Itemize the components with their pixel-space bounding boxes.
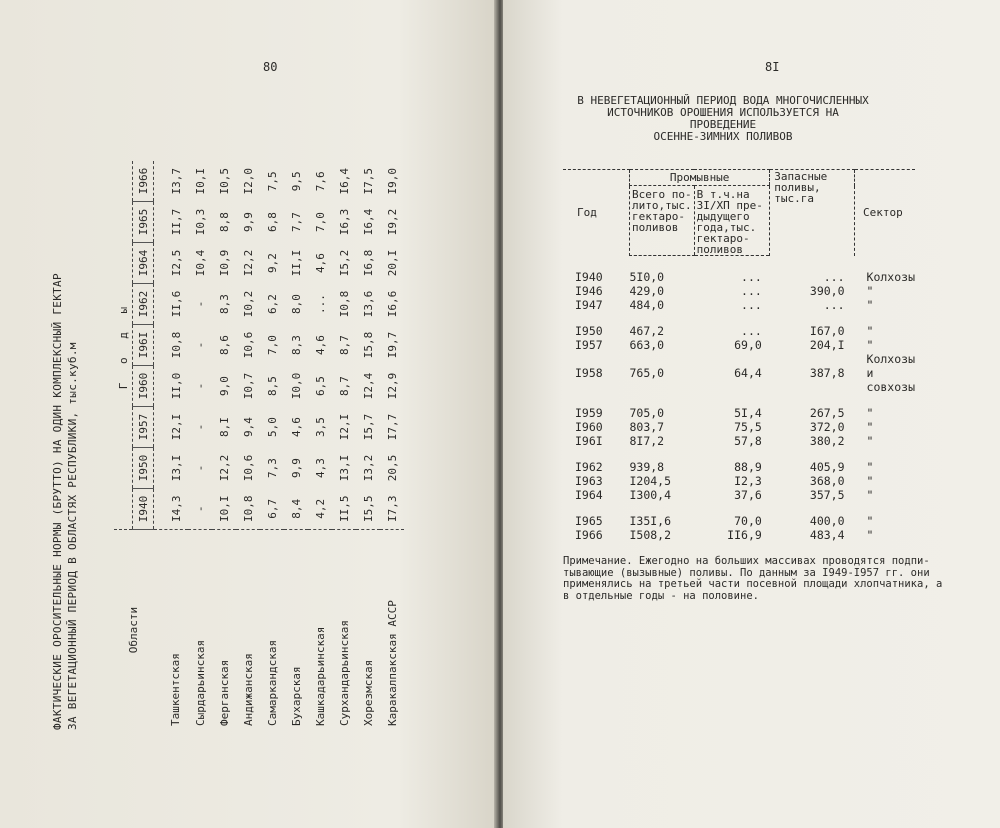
norm-value: 7,3	[265, 458, 279, 478]
norm-value: I7,5	[361, 168, 375, 195]
year-cell: I96I	[575, 434, 603, 448]
norm-value: -	[193, 464, 207, 472]
region-name: Ташкентская	[154, 530, 189, 731]
zapas-cell: 357,5	[809, 488, 845, 502]
table-row	[212, 161, 236, 730]
table-body	[563, 256, 915, 543]
total-cell: 467,2	[629, 324, 665, 338]
norm-value: I5,5	[361, 495, 375, 522]
table-row	[308, 161, 332, 730]
norm-value: II,6	[169, 290, 183, 318]
norm-value: 8,0	[289, 294, 303, 314]
total-cell: 663,0	[629, 338, 665, 352]
region-name: Сурхандарьинская	[332, 530, 356, 731]
year-cell: I960	[575, 420, 603, 434]
zapas-cell: 390,0	[809, 284, 845, 298]
zapas-cell: 387,8	[809, 366, 845, 380]
total-cell: I300,4	[629, 488, 672, 502]
norm-value: I0,I	[193, 168, 207, 195]
year-cell: I966	[575, 528, 603, 542]
norm-value: I0,I	[217, 495, 231, 522]
col-zapas-header: Запасные поливы, тыс.га	[770, 170, 855, 256]
table-row	[188, 161, 212, 730]
total-cell: 484,0	[629, 298, 665, 312]
norm-value: -	[193, 382, 207, 390]
norm-value: I0,7	[241, 372, 255, 400]
year-header: I962	[133, 284, 154, 325]
incl-cell: 5I,4	[734, 406, 762, 420]
norm-value: 7,5	[265, 171, 279, 192]
year-cell: I957	[575, 338, 603, 352]
norm-value: 20,I	[385, 249, 399, 277]
section-title-line-1: В НЕВЕГЕТАЦИОННЫЙ ПЕРИОД ВОДА МНОГОЧИСЛЕННЫХ	[577, 94, 869, 107]
sector-cell: "	[866, 488, 874, 502]
table-row	[332, 161, 356, 730]
incl-cell: II6,9	[727, 528, 762, 542]
total-cell: 803,7	[629, 420, 665, 434]
norm-value: II,0	[169, 372, 183, 400]
right-page	[503, 0, 1000, 828]
norm-value: 8,6	[217, 335, 231, 355]
norm-value: 9,0	[217, 376, 231, 396]
year-header: I960	[133, 366, 154, 407]
year-cell: I965	[575, 514, 603, 528]
table-row	[563, 284, 915, 298]
norm-value: 7,7	[289, 212, 303, 232]
incl-cell: 70,0	[734, 514, 762, 528]
norm-value: -	[193, 423, 207, 431]
norm-value: 4,6	[313, 253, 327, 273]
year-header: I940	[133, 489, 154, 530]
region-name: Хорезмская	[356, 530, 380, 731]
norm-value: 6,8	[265, 212, 279, 232]
norm-value: 5,0	[265, 417, 279, 437]
incl-cell: 69,0	[734, 338, 762, 352]
zapas-cell: 204,I	[809, 338, 845, 352]
norm-value: 3,5	[313, 417, 327, 437]
sector-cell: "	[866, 298, 874, 312]
sector-cell: Колхозы	[866, 269, 915, 284]
zapas-cell: 483,4	[809, 528, 845, 542]
zapas-cell: 267,5	[809, 406, 845, 420]
note-text: Ежегодно на больших массивах проводятся подпи-тывающие (вызывные) поливы. По данным за I949-I957 гг. они применялись на третьей части посевной площади хлопчатника, а в отдельные годы - на половине.	[563, 555, 943, 602]
norm-value: 7,0	[313, 212, 327, 232]
year-cell: I962	[575, 460, 603, 474]
norm-value: 8,5	[265, 376, 279, 396]
table-row	[563, 312, 915, 338]
norm-value: 8,3	[217, 294, 231, 314]
norm-value: I2,4	[361, 372, 375, 400]
norm-value: I3,I	[337, 454, 351, 482]
norm-value: I3,7	[169, 168, 183, 195]
table-row	[563, 474, 915, 488]
norm-value: -	[193, 505, 207, 513]
norm-value: I9,7	[385, 331, 399, 359]
norm-value: I2,2	[217, 454, 231, 482]
zapas-cell: 372,0	[809, 420, 845, 434]
table-row	[236, 161, 260, 730]
incl-cell: I2,3	[734, 474, 762, 488]
norm-value: I5,2	[337, 249, 351, 277]
norm-value: 4,6	[289, 417, 303, 437]
rotated-table-block	[50, 90, 450, 730]
irrigation-norms-table	[114, 161, 404, 730]
incl-cell: ...	[741, 270, 762, 284]
zapas-cell: 380,2	[809, 434, 845, 448]
norm-value: II,I	[289, 249, 303, 277]
sector-cell: "	[866, 324, 874, 338]
region-name: Сырдарьинская	[188, 530, 212, 731]
norm-value: I0,6	[241, 454, 255, 482]
norm-value: 4,3	[313, 458, 327, 478]
region-name: Самаркандская	[260, 530, 284, 731]
section-title-line-3: ОСЕННЕ-ЗИМНИХ ПОЛИВОВ	[653, 130, 793, 143]
norm-value: 8,7	[337, 376, 351, 396]
norm-value: I6,4	[361, 208, 375, 236]
norm-value: II,7	[169, 208, 183, 236]
year-header: I965	[133, 202, 154, 243]
sector-cell: "	[866, 528, 874, 542]
norm-value: I0,4	[193, 249, 207, 277]
zapas-cell: 405,9	[809, 460, 845, 474]
col-incl-header: В т.ч.на 3I/XП пре- дыдущего года,тыс. гектаро- поливов	[694, 186, 770, 256]
norm-value: I0,0	[289, 372, 303, 400]
sector-cell: "	[866, 406, 874, 420]
norm-value: I4,3	[169, 495, 183, 522]
norm-value: I3,I	[169, 454, 183, 482]
col-total-header: Всего по- лито,тыс. гектаро- поливов	[629, 186, 694, 256]
norm-value: 6,2	[265, 294, 279, 314]
norm-value: I2,5	[169, 249, 183, 277]
autumn-winter-irrigation-table	[563, 169, 915, 542]
right-page-content	[563, 95, 963, 602]
region-name: Каракалпакская АССР	[380, 530, 404, 731]
incl-cell: 57,8	[734, 434, 762, 448]
total-cell: 429,0	[629, 284, 665, 298]
table-row	[563, 502, 915, 528]
year-cell: I947	[575, 298, 603, 312]
norm-value: ...	[313, 294, 327, 314]
total-cell: 765,0	[629, 366, 665, 380]
total-cell: I35I,6	[629, 514, 672, 528]
total-cell: I508,2	[629, 528, 672, 542]
norm-value: 6,7	[265, 498, 279, 519]
note-label: Примечание.	[563, 555, 633, 567]
title-line-1: ФАКТИЧЕСКИЕ ОРОСИТЕЛЬНЫЕ НОРМЫ (БРУТТО) НА ОДИН КОМПЛЕКСНЫЙ ГЕКТАР	[51, 273, 64, 730]
total-cell: 705,0	[629, 406, 665, 420]
incl-cell: ...	[741, 324, 762, 338]
norm-value: I2,I	[169, 413, 183, 441]
table-row	[284, 161, 308, 730]
region-name: Бухарская	[284, 530, 308, 731]
year-header: I964	[133, 243, 154, 284]
title-line-2: ЗА ВЕГЕТАЦИОННЫЙ ПЕРИОД В ОБЛАСТЯХ РЕСПУБЛИКИ	[66, 418, 79, 730]
norm-value: I0,9	[217, 249, 231, 277]
norm-value: -	[193, 341, 207, 349]
page-number-left: 80	[263, 60, 278, 74]
year-cell: I958	[575, 366, 603, 380]
table-row	[563, 256, 915, 285]
year-cell: I950	[575, 324, 603, 338]
sector-cell: "	[866, 420, 874, 434]
norm-value: 4,6	[313, 335, 327, 355]
year-header: I96I	[133, 325, 154, 366]
total-cell: 5I0,0	[629, 270, 665, 284]
table-row	[260, 161, 284, 730]
norm-value: 9,5	[289, 171, 303, 192]
norm-value: I5,7	[361, 413, 375, 441]
norm-value: I0,8	[169, 331, 183, 359]
norm-value: -	[193, 300, 207, 308]
norm-value: 8,3	[289, 335, 303, 355]
sector-cell: Колхозы и совхозы	[866, 352, 915, 394]
region-column-header: Области	[114, 530, 154, 731]
norm-value: I6,8	[361, 249, 375, 277]
norm-value: 9,9	[241, 212, 255, 232]
norm-value: 7,6	[313, 171, 327, 192]
norm-value: 9,9	[289, 458, 303, 478]
norm-value: I6,3	[337, 208, 351, 236]
table-title	[50, 90, 80, 730]
table-row	[563, 394, 915, 420]
col-year-header: Год	[563, 170, 629, 256]
section-title-line-2: ИСТОЧНИКОВ ОРОШЕНИЯ ИСПОЛЬЗУЕТСЯ НА ПРОВЕДЕНИЕ	[607, 106, 839, 131]
norm-value: 8,7	[337, 335, 351, 355]
year-header: I957	[133, 407, 154, 448]
norm-value: I2,2	[241, 249, 255, 277]
zapas-cell: 368,0	[809, 474, 845, 488]
year-header: I950	[133, 448, 154, 489]
footnote	[563, 556, 953, 602]
norm-value: I0,6	[241, 331, 255, 359]
year-cell: I959	[575, 406, 603, 420]
incl-cell: 64,4	[734, 366, 762, 380]
title-unit: , тыс.куб.м	[66, 342, 79, 419]
norm-value: I0,8	[241, 495, 255, 522]
norm-value: 7,0	[265, 335, 279, 355]
norm-value: I6,4	[337, 168, 351, 195]
page-number-right: 8I	[765, 60, 780, 74]
table-row	[563, 420, 915, 434]
norm-value: I3,6	[361, 290, 375, 318]
norm-value: 9,4	[241, 417, 255, 437]
norm-value: II,5	[337, 495, 351, 522]
incl-cell: 37,6	[734, 488, 762, 502]
norm-value: I2,I	[337, 413, 351, 441]
year-cell: I963	[575, 474, 603, 488]
total-cell: I204,5	[629, 474, 672, 488]
total-cell: 939,8	[629, 460, 665, 474]
table-row	[563, 298, 915, 312]
norm-value: 8,I	[217, 417, 231, 437]
norm-value: I0,8	[337, 290, 351, 318]
zapas-cell: ...	[823, 298, 845, 312]
table-row	[356, 161, 380, 730]
norm-value: I6,6	[385, 290, 399, 318]
table-row	[563, 338, 915, 352]
sector-cell: "	[866, 514, 874, 528]
incl-cell: 75,5	[734, 420, 762, 434]
sector-cell: "	[866, 460, 874, 474]
year-cell: I946	[575, 284, 603, 298]
year-header: I966	[133, 161, 154, 202]
sector-cell: "	[866, 434, 874, 448]
years-group-header: Г о д ы	[114, 161, 133, 530]
norm-value: I0,5	[217, 168, 231, 195]
incl-cell: 88,9	[734, 460, 762, 474]
norm-value: I3,2	[361, 454, 375, 482]
sector-cell: "	[866, 284, 874, 298]
table-row	[563, 488, 915, 502]
zapas-cell: 400,0	[809, 514, 845, 528]
norm-value: I2,0	[241, 168, 255, 195]
norm-value: I2,9	[385, 372, 399, 400]
norm-value: 9,2	[265, 253, 279, 273]
norm-value: I5,8	[361, 331, 375, 359]
incl-cell: ...	[741, 284, 762, 298]
region-name: Ферганская	[212, 530, 236, 731]
year-cell: I940	[575, 269, 603, 284]
region-name: Андижанская	[236, 530, 260, 731]
table-row	[563, 448, 915, 474]
incl-cell: ...	[741, 298, 762, 312]
sector-cell: "	[866, 338, 874, 352]
table-row	[563, 434, 915, 448]
sector-cell: "	[866, 474, 874, 488]
norm-value: 20,5	[385, 454, 399, 482]
norm-value: I9,0	[385, 168, 399, 195]
zapas-cell: ...	[823, 269, 845, 284]
table-row	[154, 161, 189, 730]
section-title	[573, 95, 873, 143]
zapas-cell: I67,0	[809, 324, 845, 338]
norm-value: 8,8	[217, 212, 231, 232]
table-body	[154, 161, 405, 730]
col-promyvnye-header: Промывные	[629, 170, 769, 186]
table-row	[563, 352, 915, 394]
table-row	[563, 528, 915, 542]
norm-value: 4,2	[313, 498, 327, 519]
col-sector-header: Сектор	[855, 170, 915, 256]
region-name: Кашкадарьинская	[308, 530, 332, 731]
norm-value: 8,4	[289, 498, 303, 519]
year-cell: I964	[575, 488, 603, 502]
norm-value: I0,3	[193, 208, 207, 236]
norm-value: I9,2	[385, 208, 399, 236]
norm-value: 6,5	[313, 376, 327, 396]
norm-value: I0,2	[241, 290, 255, 318]
total-cell: 8I7,2	[629, 434, 665, 448]
norm-value: I7,3	[385, 495, 399, 522]
left-page	[0, 0, 497, 828]
table-row	[380, 161, 404, 730]
norm-value: I7,7	[385, 413, 399, 441]
